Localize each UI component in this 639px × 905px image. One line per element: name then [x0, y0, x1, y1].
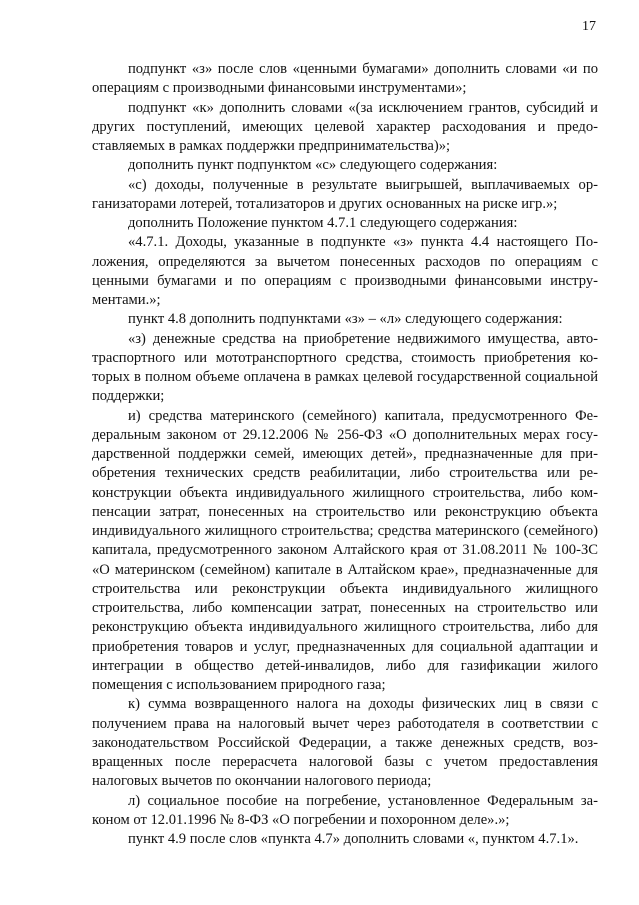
paragraph-add-item-4-7-1-intro: дополнить Положение пунктом 4.7.1 следующего содержания: — [128, 215, 518, 231]
page-number: 17 — [582, 19, 596, 34]
paragraph-amend-subitem-z: подпункт «з» после слов «ценными бумагами» дополнить словами «и по операциям с производными финансовыми инструментами»; — [92, 61, 598, 97]
paragraph-subitem-k-text: к) сумма возвращенного налога на доходы физических лиц в связи с получением права на налоговый вычет через работодателя в соответствии с законодательством Российской Федерации, а также денежных средств, возвращенных после перерасчета налоговой базы с учетом предоставления налоговых вычетов по окончании налогового периода; — [92, 696, 598, 790]
paragraph-subitem-z-text: «з) денежные средства на приобретение недвижимого имущества, автотраспортного или мототранспортного средства, стоимость приобретения которых в полном объеме оплачена в рамках целевой государственной социальной поддержки; — [92, 330, 598, 405]
document-body — [92, 60, 598, 849]
paragraph-subitem-i-text: и) средства материнского (семейного) капитала, предусмотренного Федеральным законом от 29.12.2006 № 256-ФЗ «О дополнительных мерах государственной поддержки семей, имеющих детей», предназначенные для приобретения технических средств реабилитации, либо строительства или реконструкции объекта индивидуального жилищного строительства, либо компенсации затрат, понесенных на строительство или реконструкцию объекта индивидуального жилищного строительства; средства материнского (семейного) капитала, предусмотренного законом Алтайского края от 31.08.2011 № 100-ЗС «О материнском (семейном) капитале в Алтайском крае», предназначенные для строительства или реконструкции объекта индивидуального жилищного строительства, либо компенсации затрат, понесенных на строительство или реконструкцию объекта индивидуального жилищного строительства, либо для приобретения товаров и услуг, предназначенных для социальной адаптации и интеграции в общество детей-инвалидов, либо для газификации жилого помещения с использованием природного газа; — [92, 407, 598, 693]
paragraph-item-4-7-1-text: «4.7.1. Доходы, указанные в подпункте «з» пункта 4.4 настоящего Положения, определяются за вычетом понесенных расходов по операциям с ценными бумагами и по операциям с производными финансовыми инструментами.»; — [92, 234, 598, 308]
paragraph-add-subitem-s-intro: дополнить пункт подпунктом «с» следующего содержания: — [128, 157, 498, 174]
paragraph-subitem-l-text: л) социальное пособие на погребение, установленное Федеральным законом от 12.01.1996 № 8-ФЗ «О погребении и похоронном деле».»; — [92, 792, 598, 828]
paragraph-item-4-9-amend: пункт 4.9 после слов «пункта 4.7» дополнить словами «, пунктом 4.7.1». — [128, 831, 579, 847]
paragraph-amend-subitem-k: подпункт «к» дополнить словами «(за исключением грантов, субсидий и других поступлений, имеющих целевой характер расходования и предоставляемых в рамках поддержки предпринимательства)»; — [92, 99, 598, 154]
paragraph-subitem-s-text: «с) доходы, полученные в результате выигрышей, выплачиваемых организаторами лотерей, тотализаторов и других основанных на риске игр.»; — [92, 176, 598, 212]
paragraph-item-4-8-intro: пункт 4.8 дополнить подпунктами «з» – «л» следующего содержания: — [128, 311, 563, 328]
